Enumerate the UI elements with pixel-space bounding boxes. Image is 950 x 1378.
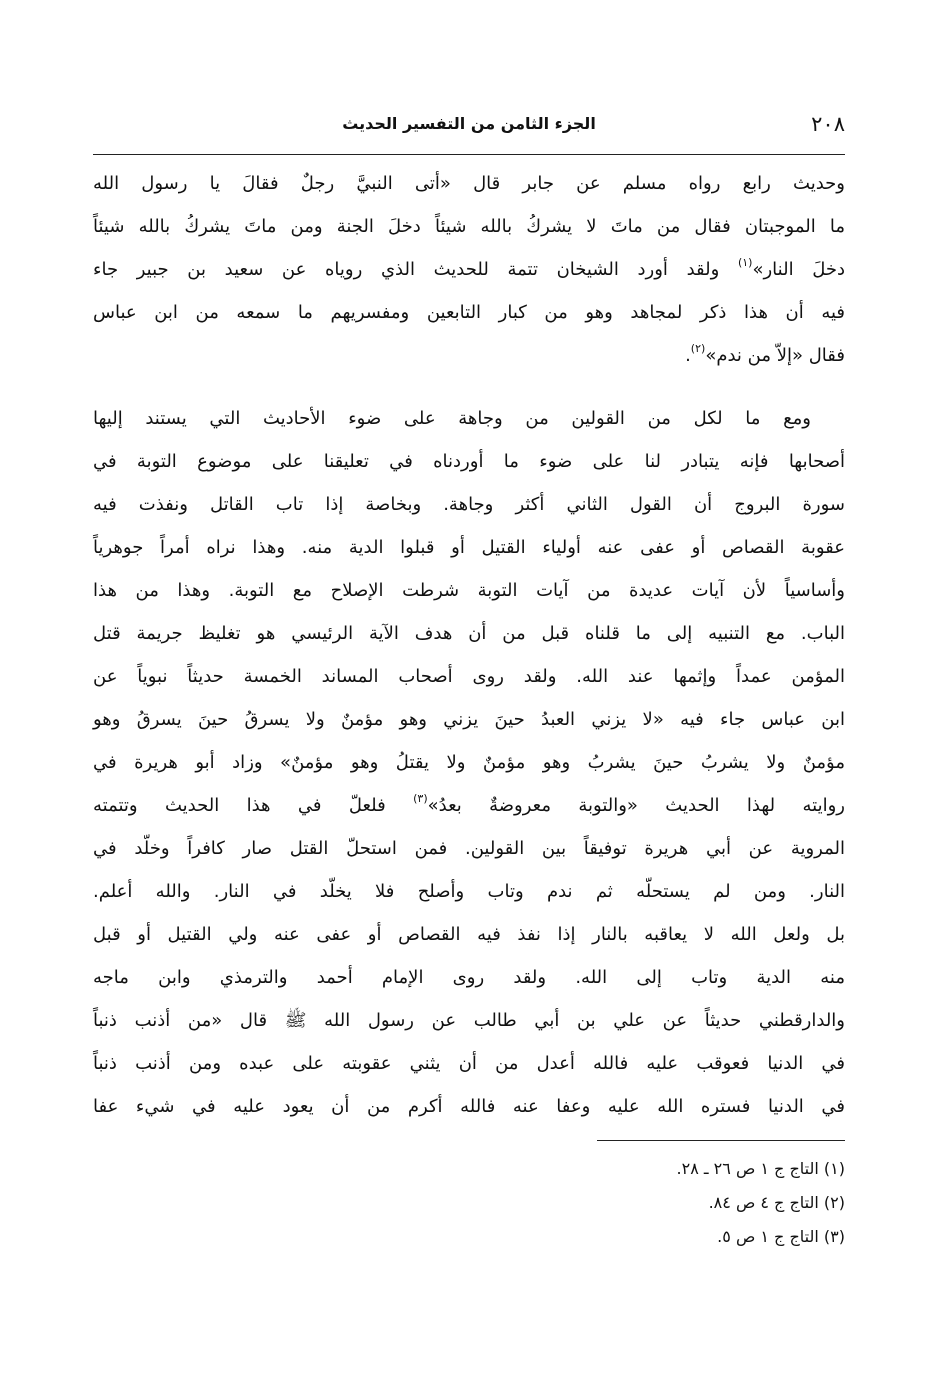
text-line: وأساسياً لأن آيات عديدة من آيات التوبة شرطت الإصلاح مع التوبة. وهذا من هذا <box>93 580 845 601</box>
page-number: ٢٠٨ <box>811 112 845 136</box>
header-title: الجزء الثامن من التفسير الحديث <box>342 114 596 133</box>
text-line: أصحابها فإنه يتبادر لنا على ضوء ما أوردناه في تعليقنا على موضوع التوبة في <box>93 451 845 472</box>
text-segment: فلعلّ في هذا الحديث وتتمته <box>93 795 414 816</box>
text-line: مؤمنٌ ولا يشربُ حينَ يشربُ وهو مؤمنٌ ولا يقتلُ وهو مؤمنٌ» وزاد أبو هريرة في <box>93 752 845 773</box>
paragraph-2 <box>93 397 845 1128</box>
text-line: المروية عن أبي هريرة توفيقاً بين القولين. فمن استحلّ القتل صار كافراً وخلّد في <box>93 838 845 859</box>
footnotes <box>93 1152 845 1254</box>
footnote-1: (١) التاج ج ١ ص ٢٦ ـ ٢٨. <box>676 1159 845 1178</box>
text-line: والدارقطني حديثاً عن علي بن أبي طالب عن رسول الله ﷺ قال «من أذنب ذنباً <box>93 1010 845 1031</box>
paragraph-1 <box>93 162 845 377</box>
footnote-rule <box>597 1140 845 1141</box>
text-line: ومع ما لكل من القولين من وجاهة على ضوء الأحاديث التي يستند إليها <box>93 408 811 429</box>
footnote-3: (٣) التاج ج ١ ص ٥. <box>717 1227 845 1246</box>
text-line: المؤمن عمداً وإثمها عند الله. ولقد روى أصحاب المساند الخمسة حديثاً نبوياً عن <box>93 666 845 687</box>
text-segment: . <box>685 345 691 366</box>
text-line <box>93 334 845 377</box>
text-segment: دخلَ النار» <box>752 259 845 280</box>
footnote-marker: (١) <box>737 256 753 269</box>
text-line <box>93 248 845 291</box>
text-line: في الدنيا فستره الله عليه وعفا عنه فالله أكرم من أن يعود عليه في شيء عفا <box>93 1096 845 1117</box>
text-line: منه الدية وتاب إلى الله. ولقد روى الإمام أحمد والترمذي وابن ماجه <box>93 967 845 988</box>
text-line: الباب. مع التنبيه إلى ما قلناه قبل من أن هدف الآية الرئيسي هو تغليظ جريمة قتل <box>93 623 845 644</box>
text-segment: روايته لهذا الحديث «والتوبة معروضةٌ بعدُ» <box>427 795 845 816</box>
footnote-marker: (٢) <box>690 342 706 355</box>
text-line: بل ولعل الله لا يعاقبه بالنار إذا نفذ فيه القصاص أو عفى عنه ولي القتيل أو قبل <box>93 924 845 945</box>
footnote-marker: (٣) <box>413 792 428 805</box>
text-line: وحديث رابع رواه مسلم عن جابر قال «أتى النبيَّ رجلٌ فقالَ يا رسول الله <box>93 173 845 194</box>
text-line: عقوبة القصاص أو عفى عنه أولياء القتيل أو قبلوا الدية منه. وهذا نراه أمراً جوهرياً <box>93 537 845 558</box>
header-rule <box>93 154 845 155</box>
text-line <box>93 784 845 827</box>
footnote-2: (٢) التاج ج ٤ ص ٨٤. <box>708 1193 845 1212</box>
text-line: فيه أن هذا ذكر لمجاهد وهو من كبار التابعين ومفسريهم ما سمعه من ابن عباس <box>93 302 845 323</box>
text-line: في الدنيا فعوقب عليه فالله أعدل من أن يثني عقوبته على عبده ومن أذنب ذنباً <box>93 1053 845 1074</box>
text-line: ابن عباس جاء فيه «لا يزني العبدُ حينَ يزني وهو مؤمنٌ ولا يسرقُ حينَ يسرقُ وهو <box>93 709 845 730</box>
text-line: النار. ومن لم يستحلّه ثم ندم وتاب وأصلح فلا يخلّد في النار. والله أعلم. <box>93 881 845 902</box>
text-line: ما الموجبتان فقال من ماتَ لا يشركُ بالله شيئاً دخلَ الجنة ومن ماتَ يشركُ بالله شيئاً <box>93 216 845 237</box>
running-header <box>93 112 845 142</box>
text-line: سورة البروج أن القول الثاني أكثر وجاهة. وبخاصة إذا تاب القاتل ونفذت فيه <box>93 494 845 515</box>
text-segment: ولقد أورد الشيخان تتمة للحديث الذي روياه عن سعيد بن جبير جاء <box>93 259 738 280</box>
text-segment: فقال «إلاّ من ندم» <box>705 345 845 366</box>
